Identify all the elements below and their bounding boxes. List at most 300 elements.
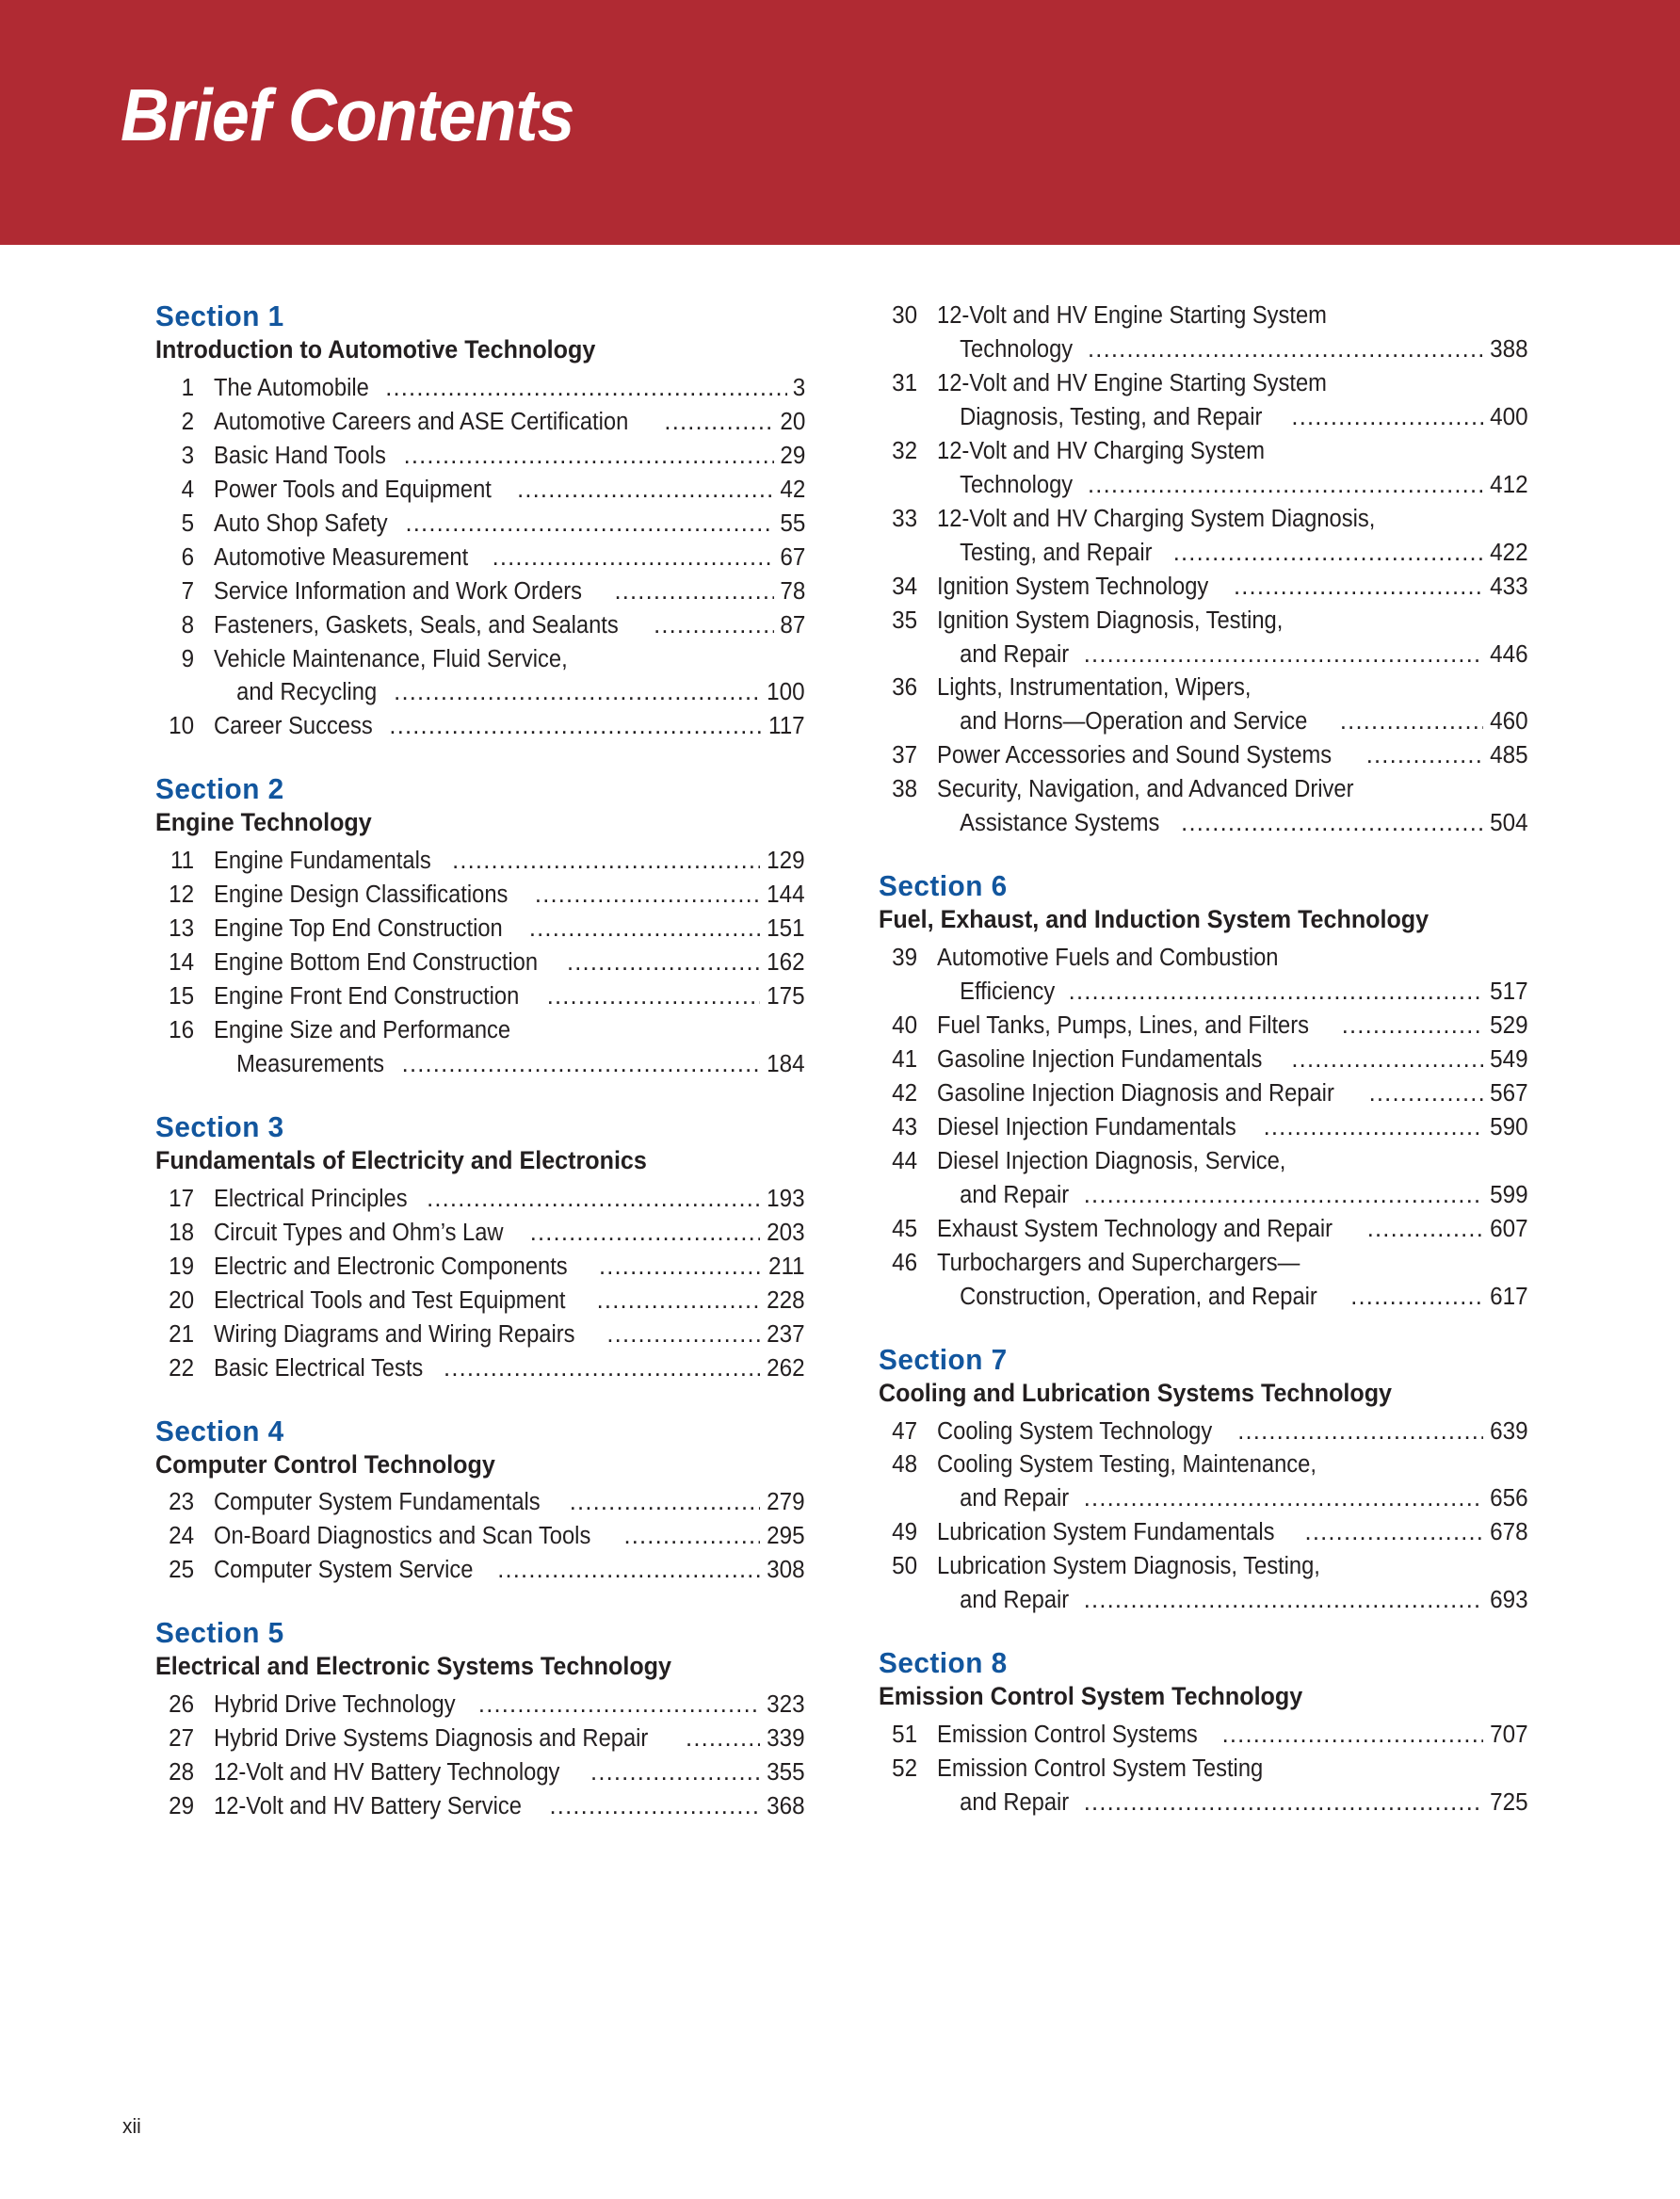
chapter-title: Service Information and Work Orders (214, 577, 583, 605)
chapter-body (937, 299, 1528, 367)
dot-leader (1084, 1787, 1484, 1820)
chapter-title: Hybrid Drive Technology (214, 1691, 456, 1719)
chapter-title: Basic Hand Tools (214, 442, 386, 469)
chapter-title-line (214, 508, 805, 542)
section-label: Section 7 (879, 1342, 1008, 1376)
dot-leader (1237, 1415, 1483, 1449)
chapter-title: Fasteners, Gaskets, Seals, and Sealants (214, 611, 619, 639)
toc-chapter-entry[interactable] (879, 1010, 1528, 1043)
chapter-title-line (214, 1318, 805, 1352)
chapter-page-number: 617 (1490, 1283, 1528, 1310)
chapter-body (937, 1516, 1528, 1550)
section-label: Section 5 (155, 1616, 284, 1650)
chapter-title-line (937, 299, 1528, 333)
toc-chapter-entry[interactable] (155, 913, 805, 946)
page-title: Brief Contents (121, 73, 574, 156)
chapter-title: Assistance Systems (960, 810, 1160, 837)
dot-leader (1264, 1111, 1484, 1145)
chapter-number: 6 (181, 543, 195, 571)
dot-leader (1367, 1213, 1484, 1247)
chapter-page-number: 485 (1490, 742, 1528, 769)
chapter-title: Power Accessories and Sound Systems (937, 742, 1333, 769)
dot-leader (590, 1756, 760, 1790)
toc-chapter-entry[interactable] (155, 879, 805, 913)
chapter-body (214, 879, 805, 913)
dot-leader (1181, 807, 1483, 841)
toc-chapter-entry[interactable] (155, 508, 805, 542)
chapter-body (937, 571, 1528, 605)
chapter-body (937, 1077, 1528, 1111)
toc-chapter-entry[interactable] (155, 643, 805, 711)
chapter-title: Automotive Measurement (214, 543, 469, 571)
chapter-number: 3 (181, 442, 195, 469)
chapter-title: Wiring Diagrams and Wiring Repairs (214, 1320, 575, 1348)
dot-leader (550, 1790, 761, 1824)
chapter-number: 37 (892, 742, 918, 769)
chapter-page-number: 87 (780, 611, 805, 639)
chapter-title-line (937, 537, 1528, 571)
chapter-body (937, 942, 1528, 1010)
chapter-title-line (214, 879, 805, 913)
chapter-title: Fuel Tanks, Pumps, Lines, and Filters (937, 1012, 1310, 1040)
chapter-title: and Repair (960, 1181, 1070, 1208)
chapter-title-line (937, 1010, 1528, 1043)
chapter-number: 22 (169, 1354, 195, 1382)
dot-leader (1222, 1719, 1484, 1753)
chapter-title-line (214, 710, 805, 744)
chapter-title: Computer System Service (214, 1557, 474, 1584)
section-label: Section 1 (155, 299, 284, 332)
dot-leader (1305, 1516, 1484, 1550)
toc-chapter-entry[interactable] (155, 1486, 805, 1520)
toc-chapter-entry[interactable] (155, 845, 805, 879)
dot-leader (1084, 1482, 1484, 1516)
toc-chapter-entry[interactable] (155, 474, 805, 508)
chapter-title-line (214, 1048, 805, 1082)
toc-chapter-entry[interactable] (155, 1014, 805, 1082)
chapter-title: Gasoline Injection Fundamentals (937, 1046, 1263, 1073)
chapter-title: Turbochargers and Superchargers— (937, 1249, 1300, 1276)
chapter-title-line (937, 1281, 1528, 1315)
dot-leader (1350, 1281, 1483, 1315)
chapter-title-line (214, 1722, 805, 1756)
chapter-number: 43 (892, 1113, 918, 1140)
chapter-page-number: 175 (767, 983, 805, 1011)
chapter-number: 33 (892, 505, 918, 532)
toc-chapter-entry[interactable] (879, 1415, 1528, 1449)
chapter-title: Automotive Careers and ASE Certification (214, 408, 629, 435)
dot-leader (1173, 537, 1484, 571)
section-title: Fuel, Exhaust, and Induction System Technology (879, 905, 1430, 934)
chapter-title: Measurements (236, 1050, 385, 1077)
section-label: Section 6 (879, 869, 1008, 903)
section-block (155, 1616, 805, 1824)
chapter-number: 5 (181, 509, 195, 537)
dot-leader (664, 406, 773, 440)
chapter-number: 20 (169, 1286, 195, 1314)
dot-leader (1369, 1077, 1484, 1111)
chapter-body (937, 1213, 1528, 1247)
chapter-body (937, 671, 1528, 739)
dot-leader (493, 542, 774, 575)
chapter-title-line (937, 1179, 1528, 1213)
chapter-body (214, 440, 805, 474)
chapter-title-line (937, 773, 1528, 807)
toc-chapter-entry[interactable] (879, 1753, 1528, 1820)
toc-chapter-entry[interactable] (879, 299, 1528, 367)
chapter-page-number: 151 (767, 915, 805, 943)
chapter-title: and Repair (960, 640, 1070, 668)
chapter-title-line (937, 671, 1528, 705)
chapter-title-line (937, 1753, 1528, 1787)
toc-chapter-entry[interactable] (879, 1247, 1528, 1315)
dot-leader (1366, 739, 1484, 773)
chapter-title-line (214, 1486, 805, 1520)
dot-leader (597, 1285, 761, 1318)
toc-chapter-entry[interactable] (155, 609, 805, 643)
chapter-page-number: 203 (767, 1219, 805, 1246)
chapter-title: Exhaust System Technology and Repair (937, 1215, 1333, 1242)
toc-chapter-entry[interactable] (879, 605, 1528, 672)
chapter-number: 46 (892, 1249, 918, 1276)
chapter-title-line (937, 1247, 1528, 1281)
section-label: Section 2 (155, 772, 284, 806)
chapter-title: Circuit Types and Ohm’s Law (214, 1219, 504, 1246)
section-block (155, 1415, 805, 1589)
chapter-title-line (214, 440, 805, 474)
chapter-page-number: 279 (767, 1489, 805, 1516)
toc-chapter-entry[interactable] (155, 1183, 805, 1217)
toc-chapter-entry[interactable] (155, 406, 805, 440)
chapter-body (937, 1719, 1528, 1753)
toc-chapter-entry[interactable] (155, 710, 805, 744)
chapter-number: 40 (892, 1012, 918, 1040)
chapter-number: 23 (169, 1489, 195, 1516)
toc-chapter-entry[interactable] (155, 1756, 805, 1790)
chapter-number: 12 (169, 881, 195, 909)
chapter-number: 38 (892, 776, 918, 803)
chapter-number: 14 (169, 949, 195, 977)
chapter-page-number: 323 (767, 1691, 805, 1719)
chapter-body (214, 1014, 805, 1082)
page-header-banner (0, 0, 1680, 245)
chapter-title: Electric and Electronic Components (214, 1253, 568, 1280)
chapter-number: 16 (169, 1017, 195, 1044)
chapter-title: Auto Shop Safety (214, 509, 388, 537)
chapter-title-line (937, 1482, 1528, 1516)
chapter-page-number: 725 (1490, 1789, 1528, 1817)
chapter-body (937, 367, 1528, 435)
dot-leader (478, 1689, 761, 1722)
chapter-title-line (937, 605, 1528, 639)
chapter-body (937, 1753, 1528, 1820)
toc-chapter-entry[interactable] (879, 435, 1528, 503)
chapter-number: 31 (892, 369, 918, 396)
chapter-title: Security, Navigation, and Advanced Driver (937, 776, 1354, 803)
chapter-number: 17 (169, 1185, 195, 1212)
chapter-title-line (214, 1554, 805, 1588)
toc-chapter-entry[interactable] (879, 1719, 1528, 1753)
toc-chapter-entry[interactable] (879, 1077, 1528, 1111)
toc-chapter-entry[interactable] (155, 1554, 805, 1588)
toc-chapter-entry[interactable] (879, 1043, 1528, 1077)
chapter-title-line (937, 1550, 1528, 1584)
section-block (879, 1343, 1528, 1619)
chapter-title-line (214, 676, 805, 710)
toc-chapter-entry[interactable] (155, 1285, 805, 1318)
chapter-title: Technology (960, 335, 1074, 363)
chapter-body (214, 946, 805, 980)
chapter-page-number: 607 (1490, 1215, 1528, 1242)
chapter-number: 45 (892, 1215, 918, 1242)
chapter-page-number: 237 (767, 1320, 805, 1348)
chapter-body (214, 1285, 805, 1318)
toc-column-1 (155, 299, 805, 1828)
toc-chapter-entry[interactable] (155, 1318, 805, 1352)
chapter-page-number: 567 (1490, 1079, 1528, 1107)
chapter-number: 36 (892, 674, 918, 702)
chapter-title: The Automobile (214, 374, 369, 401)
toc-chapter-entry[interactable] (155, 440, 805, 474)
chapter-body (937, 1010, 1528, 1043)
chapter-title-line (937, 942, 1528, 976)
chapter-page-number: 422 (1490, 539, 1528, 566)
chapter-page-number: 707 (1490, 1722, 1528, 1749)
chapter-title-line (937, 367, 1528, 401)
chapter-page-number: 693 (1490, 1587, 1528, 1614)
chapter-number: 52 (892, 1755, 918, 1783)
chapter-title: Cooling System Testing, Maintenance, (937, 1451, 1317, 1479)
chapter-title-line (937, 333, 1528, 367)
chapter-title-line (214, 643, 805, 677)
toc-chapter-entry[interactable] (155, 1790, 805, 1824)
chapter-page-number: 460 (1490, 708, 1528, 736)
toc-chapter-entry[interactable] (879, 1516, 1528, 1550)
chapter-body (937, 1415, 1528, 1449)
dot-leader (452, 845, 760, 879)
toc-chapter-entry[interactable] (879, 739, 1528, 773)
chapter-number: 15 (169, 983, 195, 1011)
chapter-page-number: 599 (1490, 1181, 1528, 1208)
toc-chapter-entry[interactable] (155, 372, 805, 406)
section-block (879, 869, 1528, 1314)
dot-leader (517, 474, 774, 508)
chapter-number: 30 (892, 302, 918, 329)
dot-leader (570, 1486, 761, 1520)
chapter-title: Engine Top End Construction (214, 915, 503, 943)
section-label: Section 4 (155, 1414, 284, 1447)
toc-chapter-entry[interactable] (879, 1550, 1528, 1618)
page-body (0, 245, 1680, 2199)
chapter-title: 12-Volt and HV Engine Starting System (937, 302, 1327, 329)
chapter-body (214, 406, 805, 440)
chapter-title-line (937, 639, 1528, 672)
section-block (155, 299, 805, 744)
toc-chapter-entry[interactable] (155, 1722, 805, 1756)
dot-leader (1088, 333, 1483, 367)
chapter-number: 21 (169, 1320, 195, 1348)
chapter-page-number: 517 (1490, 978, 1528, 1006)
dot-leader (1340, 705, 1484, 739)
chapter-body (937, 1550, 1528, 1618)
chapter-page-number: 446 (1490, 640, 1528, 668)
toc-chapter-entry[interactable] (155, 980, 805, 1014)
chapter-title-line (214, 542, 805, 575)
chapter-title: Engine Fundamentals (214, 848, 431, 875)
chapter-title-line (214, 1014, 805, 1048)
section-title: Computer Control Technology (155, 1449, 495, 1479)
toc-chapter-entry[interactable] (879, 503, 1528, 571)
chapter-number: 26 (169, 1691, 195, 1719)
chapter-title-line (937, 1516, 1528, 1550)
toc-chapter-entry[interactable] (155, 1352, 805, 1386)
toc-chapter-entry[interactable] (879, 1213, 1528, 1247)
chapter-title: Vehicle Maintenance, Fluid Service, (214, 645, 568, 672)
toc-chapter-entry[interactable] (879, 1145, 1528, 1213)
chapter-page-number: 20 (780, 408, 805, 435)
chapter-title-line (937, 1415, 1528, 1449)
dot-leader (1088, 469, 1483, 503)
chapter-body (214, 609, 805, 643)
chapter-page-number: 117 (768, 713, 805, 740)
chapter-page-number: 355 (767, 1759, 805, 1787)
toc-chapter-entry[interactable] (879, 671, 1528, 739)
chapter-title-line (937, 1213, 1528, 1247)
dot-leader (1084, 1584, 1484, 1618)
chapter-title: Electrical Tools and Test Equipment (214, 1286, 566, 1314)
chapter-page-number: 129 (767, 848, 805, 875)
chapter-title: and Recycling (236, 679, 378, 706)
section-block (155, 1110, 805, 1386)
chapter-number: 2 (181, 408, 195, 435)
chapter-title: Diesel Injection Fundamentals (937, 1113, 1236, 1140)
chapter-body (214, 1217, 805, 1251)
chapter-body (214, 1251, 805, 1285)
chapter-body (214, 372, 805, 406)
dot-leader (654, 609, 774, 643)
toc-chapter-entry[interactable] (155, 946, 805, 980)
dot-leader (530, 1217, 761, 1251)
chapter-page-number: 339 (767, 1725, 805, 1753)
toc-chapter-entry[interactable] (155, 1217, 805, 1251)
chapter-title: Engine Bottom End Construction (214, 949, 539, 977)
toc-chapter-entry[interactable] (879, 942, 1528, 1010)
chapter-body (937, 1145, 1528, 1213)
toc-chapter-entry[interactable] (879, 571, 1528, 605)
chapter-number: 7 (181, 577, 195, 605)
chapter-title-line (937, 1787, 1528, 1820)
chapter-body (937, 1043, 1528, 1077)
chapter-title-line (937, 435, 1528, 469)
chapter-page-number: 529 (1490, 1012, 1528, 1040)
chapter-title: Testing, and Repair (960, 539, 1153, 566)
chapter-page-number: 67 (780, 543, 805, 571)
chapter-title: Ignition System Technology (937, 573, 1209, 600)
toc-chapter-entry[interactable] (879, 367, 1528, 435)
chapter-title-line (214, 372, 805, 406)
chapter-title: Power Tools and Equipment (214, 476, 492, 503)
chapter-body (214, 1554, 805, 1588)
chapter-number: 11 (170, 848, 195, 875)
toc-chapter-entry[interactable] (879, 773, 1528, 841)
chapter-number: 34 (892, 573, 918, 600)
chapter-number: 42 (892, 1079, 918, 1107)
chapter-body (214, 1183, 805, 1217)
chapter-page-number: 42 (780, 476, 805, 503)
chapter-page-number: 412 (1490, 471, 1528, 498)
toc-column-2 (879, 299, 1528, 1828)
chapter-title-line (214, 1285, 805, 1318)
chapter-body (937, 1111, 1528, 1145)
chapter-title-line (214, 406, 805, 440)
dot-leader (427, 1183, 760, 1217)
folio-page-number: xii (122, 2114, 141, 2138)
chapter-title: Efficiency (960, 978, 1056, 1006)
dot-leader (1291, 1043, 1483, 1077)
chapter-body (214, 508, 805, 542)
chapter-title: Lubrication System Fundamentals (937, 1519, 1275, 1546)
chapter-page-number: 100 (767, 679, 805, 706)
chapter-page-number: 656 (1490, 1485, 1528, 1512)
chapter-title-line (214, 913, 805, 946)
toc-chapter-entry[interactable] (879, 1448, 1528, 1516)
chapter-page-number: 400 (1490, 403, 1528, 430)
chapter-title: Computer System Fundamentals (214, 1489, 541, 1516)
chapter-body (937, 605, 1528, 672)
section-block (155, 772, 805, 1082)
toc-chapter-entry[interactable] (155, 542, 805, 575)
chapter-number: 32 (892, 437, 918, 464)
chapter-page-number: 262 (767, 1354, 805, 1382)
chapter-title-line (214, 1520, 805, 1554)
dot-leader (1291, 401, 1483, 435)
chapter-body (214, 710, 805, 744)
chapter-title-line (937, 705, 1528, 739)
dot-leader (535, 879, 761, 913)
chapter-body (214, 643, 805, 711)
dot-leader (614, 575, 773, 609)
dot-leader (1342, 1010, 1484, 1043)
toc-chapter-entry[interactable] (155, 1251, 805, 1285)
chapter-title: Engine Design Classifications (214, 881, 509, 909)
chapter-title-line (937, 739, 1528, 773)
toc-chapter-entry[interactable] (879, 1111, 1528, 1145)
chapter-title-line (214, 575, 805, 609)
chapter-title-line (214, 474, 805, 508)
chapter-title: Emission Control Systems (937, 1722, 1198, 1749)
chapter-number: 39 (892, 945, 918, 972)
chapter-title-line (937, 1719, 1528, 1753)
chapter-number: 19 (169, 1253, 195, 1280)
chapter-number: 28 (169, 1759, 195, 1787)
toc-chapter-entry[interactable] (155, 1520, 805, 1554)
dot-leader (389, 710, 762, 744)
chapter-page-number: 193 (767, 1185, 805, 1212)
chapter-title: Automotive Fuels and Combustion (937, 945, 1279, 972)
toc-chapter-entry[interactable] (155, 575, 805, 609)
chapter-number: 49 (892, 1519, 918, 1546)
dot-leader (404, 440, 774, 474)
chapter-number: 24 (169, 1523, 195, 1550)
chapter-title-line (937, 1584, 1528, 1618)
chapter-title: and Repair (960, 1485, 1070, 1512)
dot-leader (547, 980, 761, 1014)
chapter-number: 35 (892, 606, 918, 634)
chapter-title: Gasoline Injection Diagnosis and Repair (937, 1079, 1334, 1107)
chapter-body (937, 739, 1528, 773)
chapter-title: Ignition System Diagnosis, Testing, (937, 606, 1284, 634)
toc-chapter-entry[interactable] (155, 1689, 805, 1722)
